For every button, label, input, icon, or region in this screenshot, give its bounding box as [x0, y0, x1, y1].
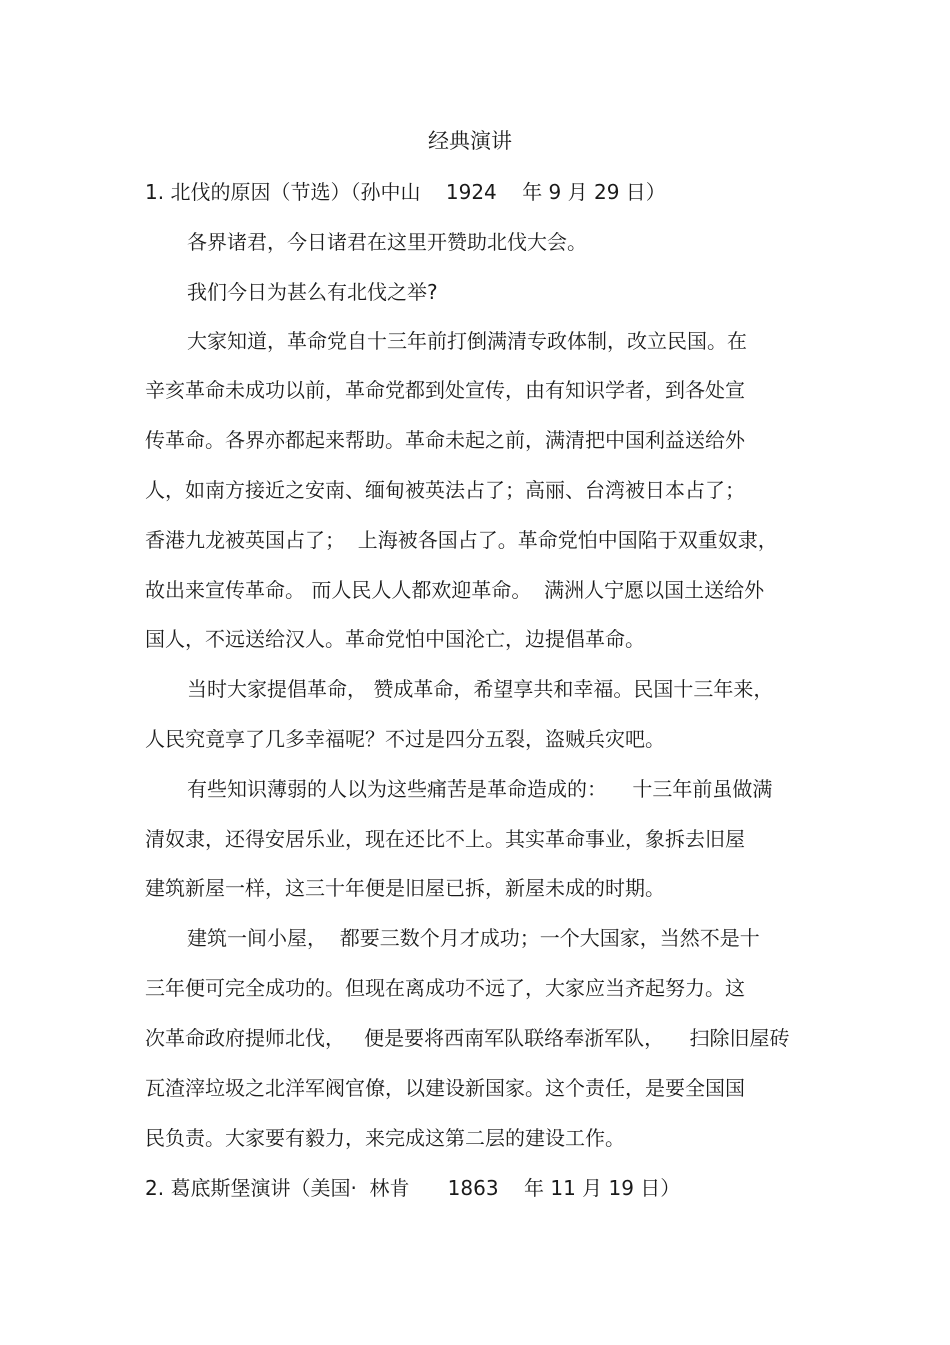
section-heading-1: 1. 北伐的原因（节选）（孙中山 1924 年 9 月 29 日） [145, 180, 666, 204]
paragraph-line: 瓦渣滓垃圾之北洋军阀官僚，以建设新国家。这个责任，是要全国国 [145, 1076, 745, 1100]
paragraph-line: 当时大家提倡革命， 赞成革命，希望享共和幸福。民国十三年来， [187, 677, 774, 701]
section-heading-2: 2. 葛底斯堡演讲（美国· 林肯 1863 年 11 月 19 日） [145, 1176, 681, 1200]
paragraph-line: 我们今日为甚么有北伐之举? [187, 280, 438, 304]
paragraph-line: 国人，不远送给汉人。革命党怕中国沦亡，边提倡革命。 [145, 627, 645, 651]
paragraph-line: 建筑一间小屋， 都要三数个月才成功；一个大国家，当然不是十 [187, 926, 760, 950]
paragraph-line: 大家知道，革命党自十三年前打倒满清专政体制，改立民国。在 [187, 329, 747, 353]
paragraph-line: 次革命政府提师北伐， 便是要将西南军队联络奉浙军队， 扫除旧屋砖 [145, 1026, 790, 1050]
paragraph-line: 辛亥革命未成功以前，革命党都到处宣传，由有知识学者，到各处宣 [145, 378, 745, 402]
paragraph-line: 有些知识薄弱的人以为这些痛苦是革命造成的： 十三年前虽做满 [187, 777, 773, 801]
paragraph-line: 传革命。各界亦都起来帮助。革命未起之前，满清把中国利益送给外 [145, 428, 745, 452]
paragraph-line: 三年便可完全成功的。但现在离成功不远了，大家应当齐起努力。这 [145, 976, 745, 1000]
paragraph-line: 香港九龙被英国占了； 上海被各国占了。革命党怕中国陷于双重奴隶， [145, 528, 778, 552]
paragraph-line: 民负责。大家要有毅力，来完成这第二层的建设工作。 [145, 1126, 625, 1150]
paragraph-line: 清奴隶，还得安居乐业，现在还比不上。其实革命事业，象拆去旧屋 [145, 827, 745, 851]
paragraph-line: 各界诸君，今日诸君在这里开赞助北伐大会。 [187, 230, 587, 254]
paragraph-line: 建筑新屋一样，这三十年便是旧屋已拆，新屋未成的时期。 [145, 876, 665, 900]
paragraph-line: 人民究竟享了几多幸福呢？不过是四分五裂，盗贼兵灾吧。 [145, 727, 665, 751]
paragraph-line: 人，如南方接近之安南、缅甸被英法占了；高丽、台湾被日本占了； [145, 478, 745, 502]
document-title: 经典演讲 [428, 129, 512, 153]
paragraph-line: 故出来宣传革命。 而人民人人都欢迎革命。 满洲人宁愿以国土送给外 [145, 578, 765, 602]
